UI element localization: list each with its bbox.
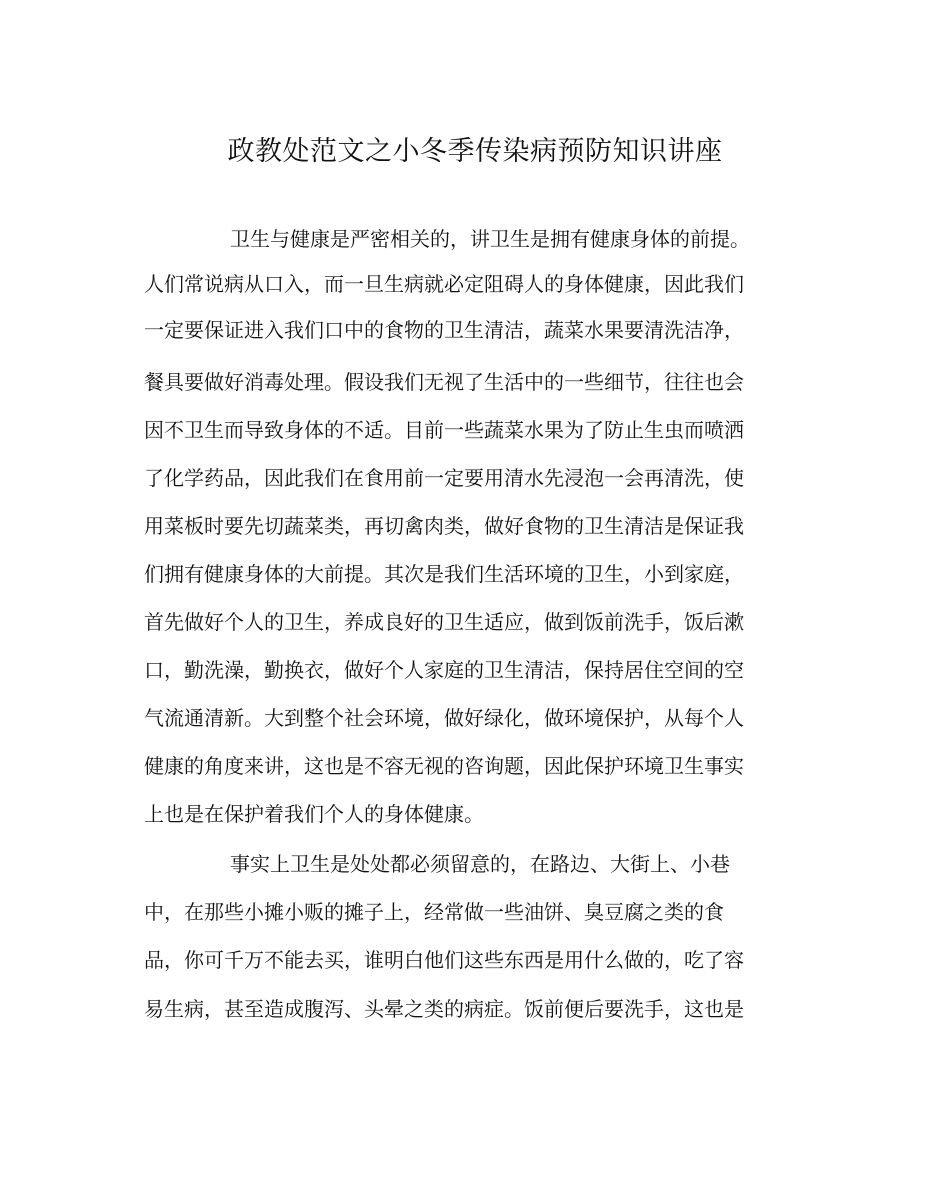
paragraph-1-line-9: 首先做好个人的卫生，养成良好的卫生适应，做到饭前洗手，饭后漱 xyxy=(144,610,744,634)
paragraph-1-line-7: 用菜板时要先切蔬菜类，再切禽肉类，做好食物的卫生清洁是保证我 xyxy=(144,514,744,538)
paragraph-1-line-6: 了化学药品，因此我们在食用前一定要用清水先浸泡一会再清洗，使 xyxy=(144,466,744,490)
paragraph-2-line-1: 事实上卫生是处处都必须留意的，在路边、大街上、小巷 xyxy=(230,852,730,876)
paragraph-1-line-4: 餐具要做好消毒处理。假设我们无视了生活中的一些细节，往往也会 xyxy=(144,370,744,394)
document-title: 政教处范文之小冬季传染病预防知识讲座 xyxy=(227,136,723,167)
paragraph-1-line-8: 们拥有健康身体的大前提。其次是我们生活环境的卫生，小到家庭， xyxy=(144,562,744,586)
paragraph-1-line-12: 健康的角度来讲，这也是不容无视的咨询题，因此保护环境卫生事实 xyxy=(144,754,744,778)
paragraph-1-line-1: 卫生与健康是严密相关的，讲卫生是拥有健康身体的前提。 xyxy=(230,227,750,251)
paragraph-1-line-13: 上也是在保护着我们个人的身体健康。 xyxy=(144,802,484,826)
paragraph-1-line-10: 口，勤洗澡，勤换衣，做好个人家庭的卫生清洁，保持居住空间的空 xyxy=(144,658,744,682)
paragraph-1-line-2: 人们常说病从口入，而一旦生病就必定阻碍人的身体健康，因此我们 xyxy=(144,272,744,296)
paragraph-1-line-11: 气流通清新。大到整个社会环境，做好绿化，做环境保护，从每个人 xyxy=(144,706,744,730)
paragraph-2-line-2: 中，在那些小摊小贩的摊子上，经常做一些油饼、臭豆腐之类的食 xyxy=(144,900,724,924)
paragraph-1-line-5: 因不卫生而导致身体的不适。目前一些蔬菜水果为了防止生虫而喷洒 xyxy=(144,418,744,442)
paragraph-2-line-3: 品，你可千万不能去买，谁明白他们这些东西是用什么做的，吃了容 xyxy=(144,948,744,972)
paragraph-2-line-4: 易生病，甚至造成腹泻、头晕之类的病症。饭前便后要洗手，这也是 xyxy=(144,997,744,1021)
paragraph-1-line-3: 一定要保证进入我们口中的食物的卫生清洁，蔬菜水果要清洗洁净， xyxy=(144,318,744,342)
